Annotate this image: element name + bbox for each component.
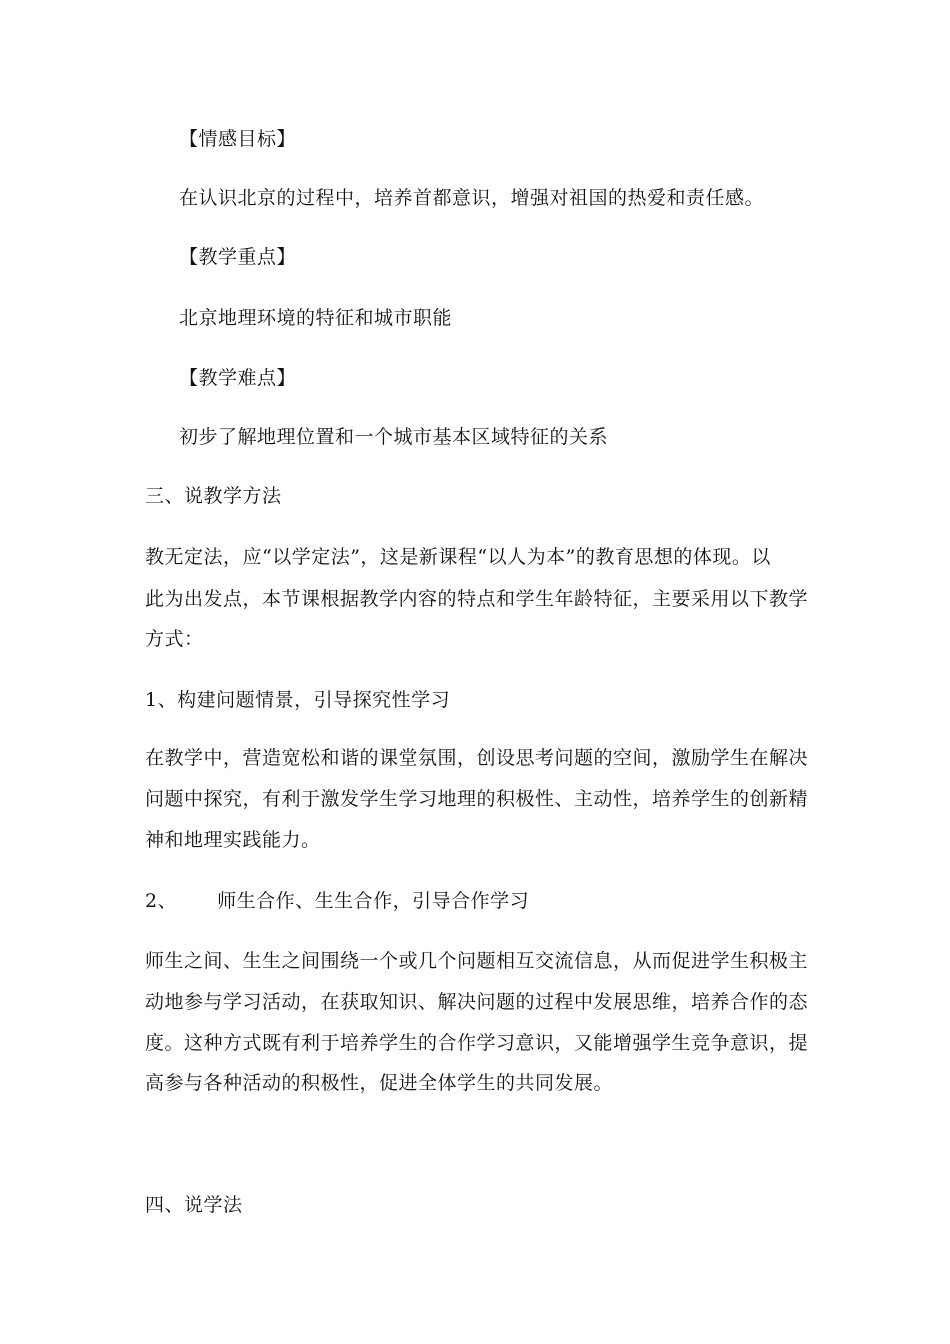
method2-title: 师生合作、生生合作，引导合作学习 bbox=[217, 890, 530, 912]
key-point-text: 北京地理环境的特征和城市职能 bbox=[179, 307, 453, 329]
section3-title: 三、说教学方法 bbox=[145, 485, 282, 507]
section3-para-line-3: 方式： bbox=[145, 628, 204, 650]
method2-title-line bbox=[145, 889, 529, 913]
method2-para-line-2: 动地参与学习活动，在获取知识、解决问题的过程中发展思维，培养合作的态 bbox=[145, 991, 809, 1013]
difficulty-heading: 【教学难点】 bbox=[179, 367, 297, 389]
method2-para-line-4: 高参与各种活动的积极性，促进全体学生的共同发展。 bbox=[145, 1072, 614, 1094]
method2-para-line-1: 师生之间、生生之间围绕一个或几个问题相互交流信息，从而促进学生积极主 bbox=[145, 950, 809, 972]
section4-title: 四、说学法 bbox=[145, 1194, 243, 1216]
emotion-goal-heading: 【情感目标】 bbox=[179, 128, 297, 150]
method1-para-line-2: 问题中探究，有利于激发学生学习地理的积极性、主动性，培养学生的创新精 bbox=[145, 788, 809, 810]
section3-para-line-1: 教无定法，应“以学定法”，这是新课程“以人为本”的教育思想的体现。以 bbox=[145, 546, 771, 568]
section3-para-line-2: 此为出发点，本节课根据教学内容的特点和学生年龄特征，主要采用以下教学 bbox=[145, 588, 809, 610]
method1-title: 1、构建问题情景，引导探究性学习 bbox=[145, 689, 451, 711]
method1-para-line-3: 神和地理实践能力。 bbox=[145, 829, 321, 851]
difficulty-text: 初步了解地理位置和一个城市基本区域特征的关系 bbox=[179, 426, 609, 448]
method2-number: 2、 bbox=[145, 890, 178, 912]
method2-para-line-3: 度。这种方式既有利于培养学生的合作学习意识，又能增强学生竞争意识，提 bbox=[145, 1032, 809, 1054]
method1-para-line-1: 在教学中，营造宽松和谐的课堂氛围，创设思考问题的空间，激励学生在解决 bbox=[145, 747, 809, 769]
emotion-goal-text: 在认识北京的过程中，培养首都意识，增强对祖国的热爱和责任感。 bbox=[179, 187, 765, 209]
key-point-heading: 【教学重点】 bbox=[179, 246, 297, 268]
